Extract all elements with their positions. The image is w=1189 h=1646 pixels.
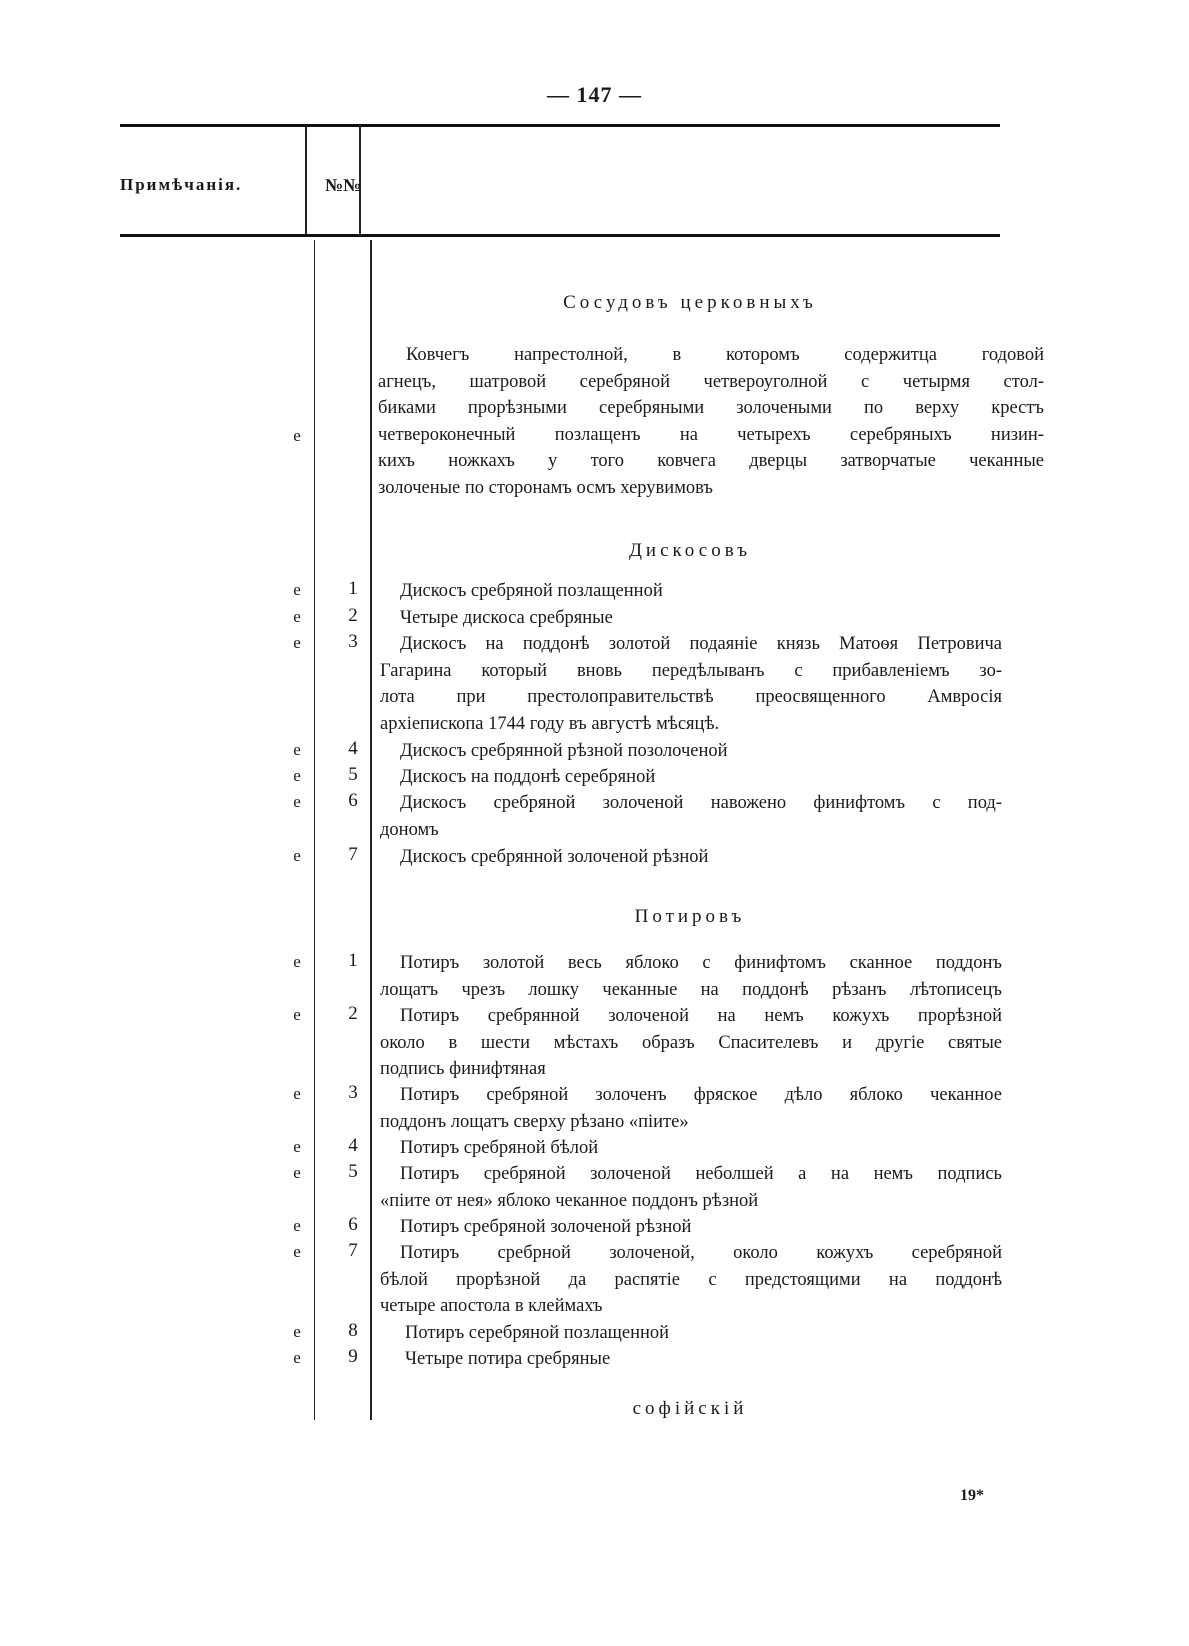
note-mark: е [293,740,301,759]
note-mark: е [293,766,301,785]
list-item [380,1240,1002,1320]
note-mark: е [293,580,301,599]
text-line: Потиръ сребряной бѣлой [400,1138,599,1158]
list-item [380,631,1002,737]
list-item [400,578,663,605]
list-item [380,950,1002,1003]
text-line: Потиръ золотой весь яблоко с финифтомъ сканное поддонъ [400,953,1002,973]
text-line: биками прорѣзными серебряными золочеными по верху крестъ [378,398,1044,418]
text-line: Гагарина который вновь передѣлыванъ с прибавленіемъ зо- [380,660,1002,681]
text-line: Потиръ сребряной золоченой рѣзной [400,1217,692,1237]
item-number: 6 [348,790,358,811]
text-line: «піите от нея» яблоко чеканное поддонъ рѣзной [380,1190,759,1211]
text-line: бѣлой прорѣзной да распятіе с предстоящими на поддонѣ [380,1269,1002,1290]
list-item [405,1320,669,1347]
text-line: кихъ ножкахъ у того ковчега дверцы затворчатые чеканные [378,451,1044,471]
list-item [380,1003,1002,1083]
text-line: Дискосъ сребряной позлащенной [400,581,663,601]
note-mark: е [293,633,301,652]
text-line: Дискосъ сребряной золоченой навожено финифтомъ с под- [400,793,1002,813]
text-line: подпись финифтяная [380,1059,546,1079]
note-mark: е [293,1084,301,1103]
note-mark: е [293,1348,301,1367]
item-number: 1 [348,950,358,971]
item-number: 6 [348,1214,358,1235]
text-line: Потиръ сребряной золоченъ фряское дѣло яблоко чеканное [400,1085,1002,1105]
item-number: 2 [348,1003,358,1024]
text-line: агнецъ, шатровой серебряной четвероуголной с четырмя стол- [378,371,1044,392]
text-line: архіепископа 1744 году въ августѣ мѣсяцѣ. [380,713,720,734]
list-item [380,1082,1002,1135]
signature-mark: 19* [960,1487,984,1504]
text-line: Дискосъ на поддонѣ серебряной [400,767,656,787]
text-line: около в шести мѣстахъ образъ Спасителевъ и другіе святые [380,1032,1002,1053]
text-line: Четыре потира сребряные [405,1349,611,1369]
item-number: 7 [348,1240,358,1261]
intro-paragraph [378,342,1044,501]
note-mark: е [293,1005,301,1024]
text-line: Дискосъ на поддонѣ золотой подаяніе князь Матоѳя Петровича [400,634,1002,654]
list-item [400,738,728,765]
text-line: Дискосъ сребрянной золоченой рѣзной [400,847,709,867]
list-item [400,764,655,791]
text-line: Ковчегъ напрестолной, в которомъ содержитца годовой [406,345,1044,365]
section-heading-vessels: Сосудовъ церковныхъ [563,292,817,313]
text-line: Потиръ серебряной позлащенной [405,1323,670,1343]
page-number: — 147 — [547,82,642,107]
note-mark: е [293,1322,301,1341]
section-heading-discos: Дискосовъ [628,540,752,561]
text-line: четыре апостола в клеймахъ [380,1296,603,1316]
list-item [405,1346,610,1373]
text-line: поддонъ лощатъ сверху рѣзано «піите» [380,1111,689,1132]
note-mark: е [293,607,301,626]
list-item [400,844,708,871]
note-mark: е [293,426,301,445]
item-number: 3 [348,1082,358,1103]
item-number: 8 [348,1320,358,1341]
text-line: Дискосъ сребрянной рѣзной позолоченой [400,741,728,761]
note-mark: е [293,792,301,811]
header-bottom-rule [120,234,1000,237]
list-item [380,1161,1002,1214]
item-number: 7 [348,844,358,865]
note-mark: е [293,952,301,971]
body-divider-notes [314,240,315,1420]
text-line: четвероконечный позлащенъ на четырехъ серебряныхъ низин- [378,424,1044,445]
item-number: 1 [348,578,358,599]
note-mark: е [293,1242,301,1261]
text-line: золоченые по сторонамъ осмъ херувимовъ [378,477,713,498]
text-line: Потиръ сребрянной золоченой на немъ кожухъ прорѣзной [400,1006,1002,1026]
list-item [380,790,1002,843]
column-header-notes: Примѣчанія. [120,175,243,194]
text-line: дономъ [380,819,439,840]
text-line: Потиръ сребряной золоченой неболшей а на немъ подпись [400,1164,1002,1184]
note-mark: е [293,846,301,865]
body-divider-num [370,240,372,1420]
top-rule [120,124,1000,127]
column-header-number: №№ [325,175,362,195]
list-item [400,605,613,632]
note-mark: е [293,1137,301,1156]
list-item [400,1135,598,1162]
catchword: софійскій [632,1398,748,1419]
section-heading-chalices: Потировъ [634,906,746,927]
item-number: 5 [348,764,358,785]
text-line: лота при престолоправительствѣ преосвященного Амвросія [380,687,1002,707]
text-line: Четыре дискоса сребряные [400,608,613,628]
item-number: 5 [348,1161,358,1182]
note-mark: е [293,1216,301,1235]
item-number: 9 [348,1346,358,1367]
text-line: лощатъ чрезъ лошку чеканные на поддонѣ рѣзанъ лѣтописецъ [380,979,1002,1000]
text-line: Потиръ сребрной золоченой, около кожухъ серебряной [400,1243,1002,1263]
note-mark: е [293,1163,301,1182]
item-number: 4 [348,1135,358,1156]
item-number: 3 [348,631,358,652]
item-number: 4 [348,738,358,759]
list-item [400,1214,691,1241]
header-divider-notes [305,127,307,234]
item-number: 2 [348,605,358,626]
